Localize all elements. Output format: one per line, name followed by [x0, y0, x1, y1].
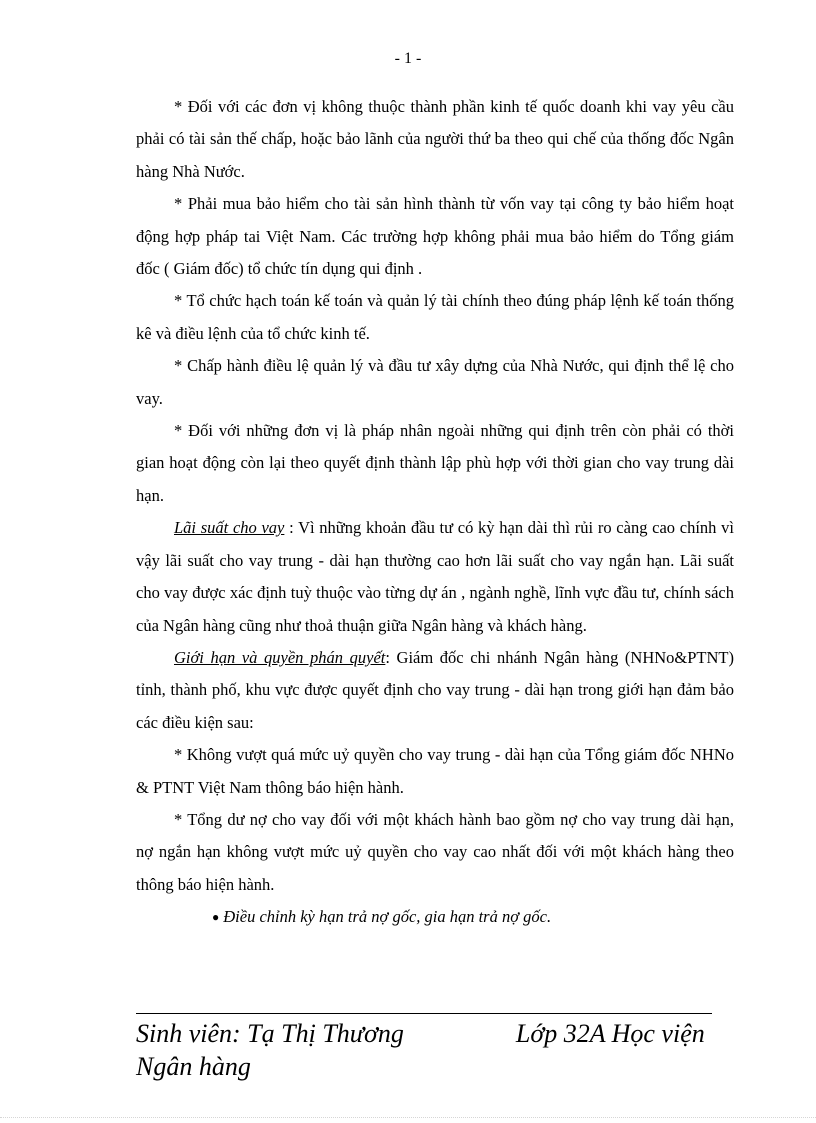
page-bottom-edge: [0, 1117, 816, 1118]
footer-student-name: Sinh viên: Tạ Thị Thương: [136, 1019, 404, 1048]
document-body: [136, 91, 734, 934]
bullet-item-repayment-adjustment: [136, 901, 734, 933]
paragraph-collateral-requirement: * Đối với các đơn vị không thuộc thành phần kinh tế quốc doanh khi vay yêu cầu phải có tài sản thế chấp, hoặc bảo lãnh của người thứ ba theo qui chế của thống đốc Ngân hàng Nhà Nước.: [136, 97, 734, 181]
interest-rate-text: : Vì những khoản đầu tư có kỳ hạn dài thì rủi ro càng cao chính vì vậy lãi suất cho vay trung - dài hạn thường cao hơn lãi suất cho vay ngắn hạn. Lãi suất cho vay được xác định tuỳ thuộc vào từng dự án , ngành nghề, lĩnh vực đầu tư, chính sách của Ngân hàng cũng như thoả thuận giữa Ngân hàng và khách hàng.: [136, 518, 734, 635]
paragraph-delegation-limit: * Không vượt quá mức uỷ quyền cho vay trung - dài hạn của Tổng giám đốc NHNo & PTNT Việt Nam thông báo hiện hành.: [136, 745, 734, 797]
term-interest-rate: Lãi suất cho vay: [174, 518, 285, 538]
paragraph-interest-rate: [136, 512, 734, 642]
paragraph-total-debt-limit: * Tổng dư nợ cho vay đối với một khách hành bao gồm nợ cho vay trung dài hạn, nợ ngắn hạn không vượt mức uỷ quyền cho vay cao nhất đối với một khách hàng theo thông báo hiện hành.: [136, 809, 734, 894]
bullet-icon: ●: [212, 910, 220, 925]
term-authority-limit: Giới hạn và quyền phán quyết: [174, 647, 386, 667]
bullet-item-text: Điều chỉnh kỳ hạn trả nợ gốc, gia hạn trả nợ gốc.: [223, 907, 552, 927]
paragraph-legal-entity-requirement: * Đối với những đơn vị là pháp nhân ngoài những qui định trên còn phải có thời gian hoạt động còn lại theo quyết định thành lập phù hợp với thời gian cho vay trung dài hạn.: [136, 421, 734, 505]
footer-divider: [136, 1013, 712, 1014]
paragraph-authority-limit: [136, 642, 734, 739]
paragraph-accounting-requirement: * Tổ chức hạch toán kế toán và quản lý tài chính theo đúng pháp lệnh kế toán thống kê và điều lệnh của tổ chức kinh tế.: [136, 291, 734, 343]
page-number: - 1 -: [394, 50, 422, 67]
paragraph-investment-regulation: * Chấp hành điều lệ quản lý và đầu tư xây dựng của Nhà Nước, qui định thể lệ cho vay.: [136, 356, 734, 408]
footer-class-info: Lớp 32A Học viện Ngân hàng: [136, 1019, 705, 1081]
page-footer: [136, 1017, 712, 1083]
authority-limit-text: : Giám đốc chi nhánh Ngân hàng (NHNo&PTNT) tỉnh, thành phố, khu vực được quyết định cho vay trung - dài hạn trong giới hạn đảm bảo các điều kiện sau:: [136, 647, 735, 732]
paragraph-insurance-requirement: * Phải mua bảo hiểm cho tài sản hình thành từ vốn vay tại công ty bảo hiểm hoạt động hợp pháp tai Việt Nam. Các trường hợp không phải mua bảo hiểm do Tổng giám đốc ( Giám đốc) tổ chức tín dụng qui định .: [136, 194, 734, 279]
